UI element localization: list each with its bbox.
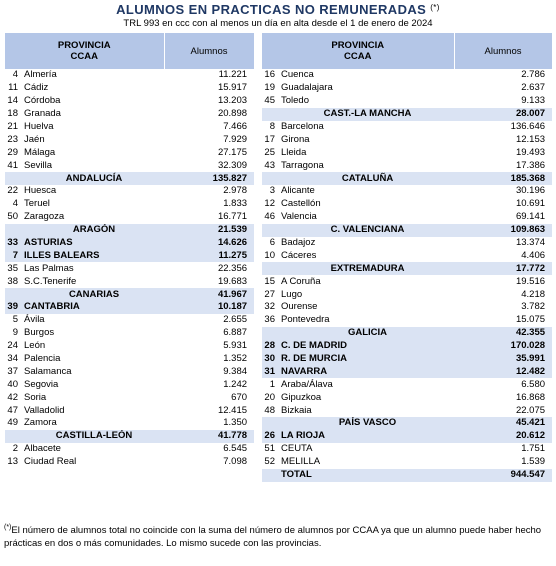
region-total-row: [262, 108, 552, 121]
table-row: [262, 443, 552, 456]
province-code: 24: [7, 340, 18, 352]
table-row: [5, 262, 254, 275]
province-code: 13: [7, 456, 18, 468]
table-row: [5, 69, 254, 82]
region-total-row: [5, 288, 254, 301]
province-code: 31: [262, 365, 281, 378]
footnote-mark: (*): [4, 524, 12, 531]
province-name: Girona: [281, 133, 310, 145]
province-code: 48: [264, 404, 275, 416]
province-name: Teruel: [24, 198, 50, 210]
province-code: [5, 288, 24, 301]
region-total-row: [5, 172, 254, 185]
province-name: Toledo: [281, 95, 309, 107]
region-total-row: [262, 365, 552, 378]
table-row: [262, 456, 552, 469]
table-row: [5, 108, 254, 121]
table-row: [262, 211, 552, 224]
province-name: Badajoz: [281, 237, 316, 249]
province-code: 16: [264, 69, 275, 81]
region-name: ASTURIAS: [24, 237, 164, 250]
province-code: 50: [7, 211, 18, 223]
province-code: 18: [7, 108, 18, 120]
alumnos-value: 10.691: [515, 198, 546, 210]
province-code: 26: [262, 430, 281, 443]
province-name: Ourense: [281, 301, 318, 313]
alumnos-value: 2.655: [223, 314, 248, 326]
region-total-row: [262, 172, 552, 185]
column-header-provincia-line1: PROVINCIA: [331, 40, 385, 51]
province-code: 39: [5, 301, 24, 314]
region-name: CANTABRIA: [24, 301, 164, 314]
alumnos-value: 944.547: [454, 469, 552, 482]
province-code: [5, 430, 24, 443]
alumnos-value: 10.187: [164, 301, 254, 314]
table-row: [262, 314, 552, 327]
province-code: [262, 417, 281, 430]
province-name: Alicante: [281, 185, 315, 197]
alumnos-value: 11.221: [218, 69, 248, 81]
province-code: 11: [8, 82, 18, 94]
province-code: [262, 262, 281, 275]
alumnos-value: 20.612: [454, 430, 552, 443]
province-name: León: [24, 340, 46, 352]
province-name: Granada: [24, 108, 61, 120]
province-code: 10: [264, 249, 275, 261]
province-code: 43: [264, 159, 275, 171]
table-row: [5, 159, 254, 172]
column-header-provincia: [262, 33, 454, 69]
alumnos-value: 14.626: [164, 237, 254, 250]
province-code: 3: [269, 185, 275, 197]
column-header-alumnos: Alumnos: [164, 33, 254, 69]
grand-total-row: [262, 469, 552, 482]
alumnos-value: 1.352: [223, 353, 248, 365]
region-name: LA RIOJA: [281, 430, 454, 443]
province-code: 8: [269, 121, 275, 132]
alumnos-value: 7.466: [223, 121, 248, 132]
region-total-row: [5, 249, 254, 262]
province-code: 12: [264, 198, 275, 210]
alumnos-value: 19.516: [515, 275, 546, 287]
province-name: Albacete: [24, 443, 61, 455]
region-name: PAÍS VASCO: [281, 417, 454, 430]
province-code: 33: [5, 237, 24, 250]
region-name: R. DE MURCIA: [281, 353, 454, 366]
alumnos-value: 15.917: [217, 82, 248, 94]
page-subtitle: TRL 993 en ccc con al menos un día en alta desde el 1 de enero de 2024: [123, 18, 433, 29]
province-name: Barcelona: [281, 121, 324, 132]
region-total-row: [262, 417, 552, 430]
table-row: [262, 146, 552, 159]
province-name: Almería: [24, 69, 57, 81]
province-code: [262, 108, 281, 121]
region-name: NAVARRA: [281, 365, 454, 378]
alumnos-value: 1.751: [521, 443, 546, 455]
alumnos-value: 7.929: [223, 133, 248, 145]
alumnos-value: 9.133: [521, 95, 546, 107]
province-name: Málaga: [24, 146, 56, 158]
province-code: 37: [7, 365, 18, 377]
province-name: Guadalajara: [281, 82, 333, 94]
alumnos-value: 1.350: [223, 417, 248, 429]
region-name: CAST.-LA MANCHA: [281, 108, 454, 121]
alumnos-value: 2.637: [521, 82, 546, 94]
alumnos-value: 1.539: [521, 456, 546, 468]
region-name: EXTREMADURA: [281, 262, 454, 275]
table-row: [5, 146, 254, 159]
region-name: ILLES BALEARS: [24, 249, 164, 262]
table-row: [262, 237, 552, 250]
table-row: [5, 365, 254, 378]
table-row: [5, 417, 254, 430]
table-row: [5, 443, 254, 456]
province-code: 36: [264, 314, 275, 326]
table-row: [262, 159, 552, 172]
region-name: CATALUÑA: [281, 172, 454, 185]
table-row: [262, 133, 552, 146]
province-name: Gipuzkoa: [281, 391, 322, 403]
province-code: [5, 172, 24, 185]
alumnos-value: 12.415: [217, 404, 248, 416]
province-code: 4: [12, 198, 18, 210]
alumnos-value: 6.580: [521, 378, 546, 390]
region-total-row: [5, 301, 254, 314]
province-name: Valladolid: [24, 404, 65, 416]
table-row: [262, 82, 552, 95]
alumnos-value: 17.772: [454, 262, 552, 275]
alumnos-value: 17.386: [515, 159, 546, 171]
province-code: 27: [264, 288, 275, 300]
alumnos-value: 28.007: [454, 108, 552, 121]
table-row: [262, 121, 552, 134]
footnote: [4, 521, 552, 550]
province-code: 20: [264, 391, 275, 403]
province-code: 34: [7, 353, 18, 365]
page-title: [0, 0, 556, 19]
province-code: 49: [7, 417, 18, 429]
table-row: [262, 301, 552, 314]
province-code: 25: [264, 146, 275, 158]
province-name: Cádiz: [24, 82, 49, 94]
province-code: [5, 224, 24, 237]
province-name: Soria: [24, 391, 47, 403]
province-code: 1: [269, 378, 275, 390]
alumnos-value: 670: [231, 391, 248, 403]
province-name: Zamora: [24, 417, 57, 429]
alumnos-value: 35.991: [454, 353, 552, 366]
province-code: 40: [7, 378, 18, 390]
table-row: [262, 404, 552, 417]
column-header-alumnos: Alumnos: [454, 33, 552, 69]
table-row: [5, 133, 254, 146]
column-header-provincia: [5, 33, 164, 69]
province-code: [262, 224, 281, 237]
province-code: 2: [12, 443, 18, 455]
alumnos-value: 22.356: [217, 262, 248, 274]
province-name: Valencia: [281, 211, 317, 223]
region-name: ANDALUCÍA: [24, 172, 164, 185]
alumnos-value: 21.539: [164, 224, 254, 237]
alumnos-value: 9.384: [223, 365, 248, 377]
province-code: 52: [264, 456, 275, 468]
province-code: 7: [5, 249, 24, 262]
right-table-header: [262, 33, 552, 69]
table-row: [5, 198, 254, 211]
province-name: Burgos: [24, 327, 55, 339]
alumnos-value: 5.931: [223, 340, 248, 352]
alumnos-value: 41.778: [164, 430, 254, 443]
province-name: S.C.Tenerife: [24, 275, 77, 287]
region-name: TOTAL: [281, 469, 454, 482]
province-code: [262, 469, 281, 482]
region-name: C. VALENCIANA: [281, 224, 454, 237]
region-total-row: [5, 430, 254, 443]
province-name: Huelva: [24, 121, 54, 132]
alumnos-value: 12.153: [515, 133, 546, 145]
region-name: ARAGÓN: [24, 224, 164, 237]
table-row: [5, 211, 254, 224]
province-name: Zaragoza: [24, 211, 65, 223]
province-name: Araba/Álava: [281, 378, 333, 390]
left-table: [5, 33, 255, 469]
province-name: Cuenca: [281, 69, 314, 81]
alumnos-value: 185.368: [454, 172, 552, 185]
alumnos-value: 32.309: [217, 159, 248, 171]
table-row: [5, 185, 254, 198]
alumnos-value: 170.028: [454, 340, 552, 353]
province-code: 19: [264, 82, 275, 94]
table-row: [5, 327, 254, 340]
province-name: Lleida: [281, 146, 307, 158]
footnote-text: El número de alumnos total no coincide con la suma del número de alumnos por CCAA ya que un alumno puede haber hecho prácticas en dos o más comunidades. Lo mismo sucede con las provincias.: [4, 525, 542, 550]
alumnos-value: 19.683: [217, 275, 248, 287]
province-code: 38: [7, 275, 18, 287]
alumnos-value: 30.196: [515, 185, 546, 197]
alumnos-value: 12.482: [454, 365, 552, 378]
province-code: 51: [264, 443, 275, 455]
table-row: [262, 378, 552, 391]
alumnos-value: 7.098: [223, 456, 248, 468]
alumnos-value: 3.782: [521, 301, 546, 313]
column-header-provincia-line2: CCAA: [70, 51, 98, 62]
province-code: 45: [264, 95, 275, 107]
alumnos-value: 135.827: [164, 172, 254, 185]
province-code: 14: [7, 95, 18, 107]
province-name: Cáceres: [281, 249, 317, 261]
province-code: 6: [269, 237, 275, 249]
province-code: 23: [7, 133, 18, 145]
region-total-row: [262, 353, 552, 366]
alumnos-value: 6.545: [223, 443, 248, 455]
table-row: [262, 185, 552, 198]
right-table: [262, 33, 553, 482]
table-row: [262, 95, 552, 108]
region-name: GALICIA: [281, 327, 454, 340]
alumnos-value: 42.355: [454, 327, 552, 340]
province-code: [262, 172, 281, 185]
left-table-header: [5, 33, 254, 69]
province-name: Palencia: [24, 353, 61, 365]
province-name: Castellón: [281, 198, 321, 210]
alumnos-value: 15.075: [515, 314, 546, 326]
alumnos-value: 13.203: [217, 95, 248, 107]
alumnos-value: 16.868: [515, 391, 546, 403]
province-code: 32: [264, 301, 275, 313]
region-name: CANARIAS: [24, 288, 164, 301]
province-code: 22: [7, 185, 18, 197]
province-name: Lugo: [281, 288, 303, 300]
table-row: [5, 275, 254, 288]
alumnos-value: 4.406: [521, 249, 546, 261]
province-code: 35: [7, 262, 18, 274]
alumnos-value: 109.863: [454, 224, 552, 237]
province-name: Sevilla: [24, 159, 52, 171]
table-row: [262, 69, 552, 82]
region-total-row: [262, 262, 552, 275]
province-name: Pontevedra: [281, 314, 330, 326]
title-text: ALUMNOS EN PRACTICAS NO REMUNERADAS: [116, 2, 427, 17]
province-code: 41: [7, 159, 18, 171]
province-name: Ávila: [24, 314, 45, 326]
table-row: [262, 249, 552, 262]
right-table-body: [262, 69, 552, 482]
province-name: Segovia: [24, 378, 59, 390]
province-name: A Coruña: [281, 275, 321, 287]
alumnos-value: 45.421: [454, 417, 552, 430]
table-row: [262, 275, 552, 288]
region-name: CASTILLA-LEÓN: [24, 430, 164, 443]
table-row: [5, 391, 254, 404]
region-total-row: [262, 327, 552, 340]
province-name: Huesca: [24, 185, 57, 197]
alumnos-value: 136.646: [510, 121, 546, 132]
province-code: [262, 327, 281, 340]
province-code: 4: [12, 69, 18, 81]
table-row: [5, 121, 254, 134]
region-name: C. DE MADRID: [281, 340, 454, 353]
province-code: 28: [262, 340, 281, 353]
province-name: Las Palmas: [24, 262, 74, 274]
province-code: 5: [12, 314, 18, 326]
column-header-provincia-line1: PROVINCIA: [57, 40, 111, 51]
table-row: [5, 353, 254, 366]
alumnos-value: 19.493: [515, 146, 546, 158]
table-row: [262, 391, 552, 404]
alumnos-value: 13.374: [515, 237, 546, 249]
table-row: [262, 288, 552, 301]
province-name: Tarragona: [281, 159, 324, 171]
table-row: [262, 198, 552, 211]
alumnos-value: 2.978: [223, 185, 248, 197]
alumnos-value: 1.242: [223, 378, 248, 390]
region-total-row: [262, 224, 552, 237]
province-code: 42: [7, 391, 18, 403]
region-total-row: [262, 430, 552, 443]
alumnos-value: 16.771: [217, 211, 248, 223]
province-code: 21: [7, 121, 18, 132]
province-name: CEUTA: [281, 443, 313, 455]
province-name: Bizkaia: [281, 404, 312, 416]
province-name: MELILLA: [281, 456, 321, 468]
alumnos-value: 27.175: [217, 146, 248, 158]
alumnos-value: 4.218: [521, 288, 546, 300]
province-name: Salamanca: [24, 365, 72, 377]
alumnos-value: 69.141: [515, 211, 546, 223]
table-row: [5, 95, 254, 108]
alumnos-value: 20.898: [217, 108, 248, 120]
province-code: 29: [7, 146, 18, 158]
alumnos-value: 22.075: [515, 404, 546, 416]
title-note: (*): [430, 3, 440, 12]
alumnos-value: 11.275: [164, 249, 254, 262]
alumnos-value: 6.887: [223, 327, 248, 339]
left-table-body: [5, 69, 254, 469]
table-row: [5, 404, 254, 417]
table-row: [5, 314, 254, 327]
province-code: 9: [12, 327, 18, 339]
region-total-row: [5, 237, 254, 250]
province-name: Jaén: [24, 133, 45, 145]
table-row: [5, 82, 254, 95]
table-row: [5, 340, 254, 353]
region-total-row: [5, 224, 254, 237]
alumnos-value: 41.967: [164, 288, 254, 301]
province-code: 17: [264, 133, 275, 145]
column-header-provincia-line2: CCAA: [344, 51, 372, 62]
province-name: Ciudad Real: [24, 456, 77, 468]
alumnos-value: 1.833: [223, 198, 248, 210]
table-row: [5, 378, 254, 391]
province-code: 46: [264, 211, 275, 223]
province-code: 15: [264, 275, 275, 287]
province-name: Córdoba: [24, 95, 61, 107]
region-total-row: [262, 340, 552, 353]
province-code: 30: [262, 353, 281, 366]
alumnos-value: 2.786: [521, 69, 546, 81]
province-code: 47: [7, 404, 18, 416]
table-row: [5, 456, 254, 469]
